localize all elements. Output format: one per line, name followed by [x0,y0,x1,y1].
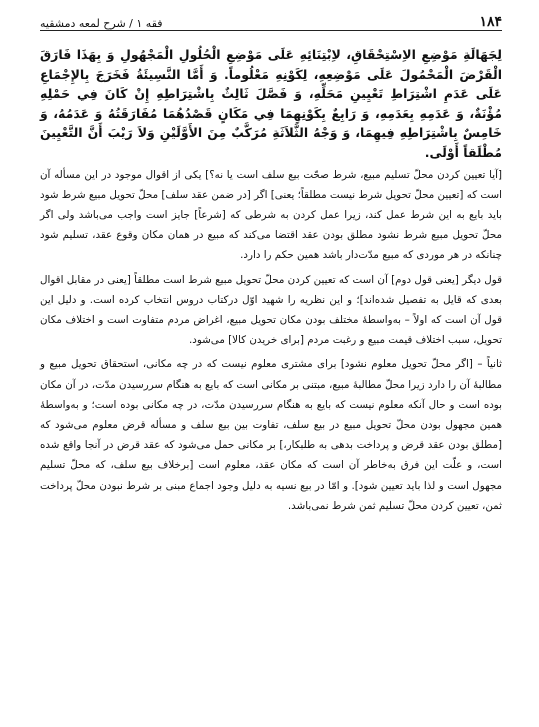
page-number: ۱۸۴ [479,14,502,30]
translation-paragraph: [آیا تعیین کردن محلّ تسلیم مبیع، شرط صحّت بیع سلف است یا نه؟] یکی از اقوال موجود در این مسأله آن است که [تعیین محلّ تحویل شرط نیست مطلقاً؛ یعنی] اگر [در ضمن عقد سلف] محلّ تحویل مبیع شرط شود باید بایع به این شرط عمل کند، زیرا عمل کردن به شرطی که [شرعاً] جایز است واجب می‌باشد ولی اگر محلّ تحویل مبیع شرط نشود مطلق بودن عقد اقتضا می‌کند که مبیع در همان مکان وقوع عقد، تسلیم شود چنانکه در هر موردی که مبیع مدّت‌دار باشد همین حکم را دارد. [40,168,502,262]
page-header [40,8,502,31]
arabic-source-text: لِجَهَالَةِ مَوْضِعِ الاِسْتِحْقَاقِ، لاِبْتِنَائِهِ عَلَى مَوْضِعِ الْحُلُولِ الْمَجْهُولِ وَ بِهَذَا فَارَقَ الْقَرْضَ الْمَحْمُولَ عَلَى مَوْضِعِهِ، لِكَوْنِهِ مَعْلُوماً. وَ أَمَّا النَّسِيئَةُ فَخَرَجَ بِالإِجْمَاعِ عَلَى عَدَمِ اشْتِرَاطِ تَعْيِينِ مَحَلِّهِ، وَ فَصَّلَ ثَالِثٌ بِاشْتِرَاطِهِ إِنْ كَانَ فِي حَمْلِهِ مُؤْنَةٌ، وَ عَدَمِهِ بِعَدَمِهِ، وَ رَابِعٌ بِكَوْنِهِمَا فِي مَكَانٍ قَصْدُهُمَا مُفَارَقَتُهُ وَ عَدَمُهُ، وَ خَامِسٌ بِاشْتِرَاطِهِ فِيهِمَا، وَ وَجْهُ الثَّلاَثَةِ مُرَكَّبٌ مِنَ الأَوَّلَيْنِ وَلاَ رَيْبَ أَنَّ التَّعْيِينَ مُطْلَقاً أَوْلَى. [40,47,502,160]
translation-paragraph: قول دیگر [یعنی قول دوم] آن است که تعیین کردن محلّ تحویل مبیع شرط است مطلقاً [یعنی در مقابل اقوال بعدی که قایل به تفصیل شده‌اند]؛ و این نظریه را شهید اوّل درکتاب دروس انتخاب کرده است. و دلیل این قول آن است که اولاً – به‌واسطهٔ مختلف بودن مکان تحویل مبیع، اغراض مردم متفاوت است و اختلاف مکان تحویل، سبب اختلاف قیمت مبیع و رغبت مردم [برای خریدن کالا] می‌شود. [40,273,502,347]
book-title: فقه ۱ / شرح لمعه دمشقیه [40,17,163,30]
book-page [40,8,502,708]
translation-paragraph: ثانیاً – [اگر محلّ تحویل معلوم نشود] برای مشتری معلوم نیست که در چه مکانی، استحقاق تحویل مبیع و مطالبهٔ آن را دارد زیرا محلّ مطالبهٔ مبیع، مبتنی بر مکانی است که بایع به هنگام سررسیدن مدّت، در آن مکان بوده است و حال آنکه معلوم نیست که بایع به هنگام سررسیدن مدّت، در چه مکانی بوده است؛ و به‌واسطهٔ همین مجهول بودن محلّ تحویل مبیع در بیع سلف، تفاوت بین بیع سلف و مسأله قرض معلوم می‌شود که [مطلق بودن عقد قرض و پرداخت بدهی به طلبکار،] بر مکانی حمل می‌شود که عقد قرض در آنجا واقع شده است، و علّت این فرق به‌خاطر آن است که مکان عقد، معلوم است [برخلاف بیع سلف، که محلّ تسلیم مجهول است و لذا باید تعیین شود]. و امّا در بیع نسیه به دلیل وجود اجماع مبنی بر شرط نبودن محلّ پرداخت ثمن، تعیین کردن محلّ تسلیم ثمن شرط نمی‌باشد. [40,358,502,512]
